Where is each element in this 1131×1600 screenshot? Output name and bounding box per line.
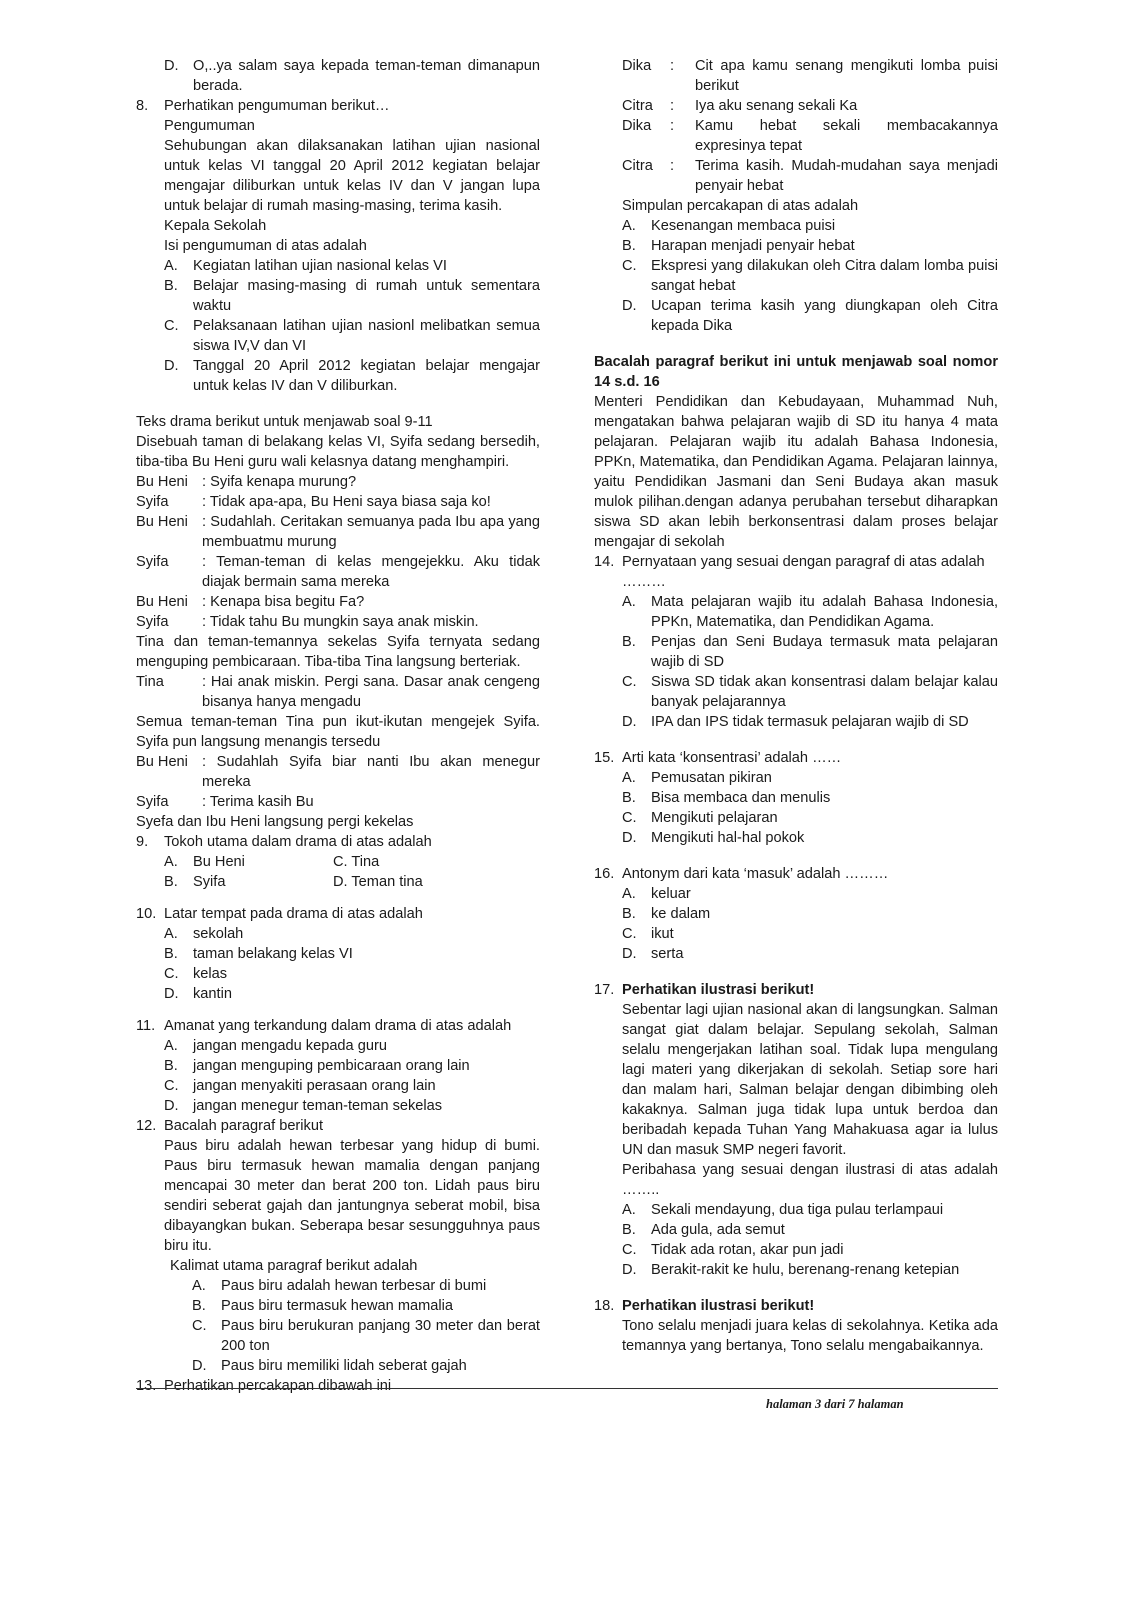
option-letter: B. bbox=[164, 1058, 178, 1074]
list-item bbox=[622, 256, 998, 296]
announcement-body: Sehubungan akan dilaksanakan latihan ujian nasional untuk kelas VI tanggal 20 April 2012 kegiatan belajar mengajar diliburkan untuk kelas IV dan V jangan lupa untuk belajar di rumah masing-masing, terima kasih. bbox=[164, 138, 540, 214]
option-text: Teman tina bbox=[351, 874, 423, 890]
illustration-body: Tono selalu menjadi juara kelas di sekolahnya. Ketika ada temannya yang bertanya, Tono selalu mengabaikannya. bbox=[622, 1318, 998, 1354]
line-text: : Hai anak miskin. Pergi sana. Dasar anak cengeng bisanya hanya mengadu bbox=[202, 674, 540, 710]
option-letter: B. bbox=[192, 1298, 206, 1314]
option-text: Syifa bbox=[193, 874, 226, 890]
question-text: Simpulan percakapan di atas adalah bbox=[622, 198, 859, 214]
list-item bbox=[164, 1036, 540, 1056]
option-letter: B. bbox=[622, 906, 636, 922]
list-item bbox=[622, 904, 998, 924]
option-letter: B. bbox=[622, 634, 636, 650]
question-14 bbox=[594, 552, 998, 592]
option-letter: C. bbox=[622, 1242, 637, 1258]
option-letter: C. bbox=[622, 810, 637, 826]
option-text: jangan menyakiti perasaan orang lain bbox=[193, 1078, 436, 1094]
option-text: Ada gula, ada semut bbox=[651, 1222, 785, 1238]
question-16 bbox=[594, 864, 998, 884]
option-text: sekolah bbox=[193, 926, 244, 942]
option-letter: D. bbox=[622, 830, 637, 846]
list-item bbox=[622, 944, 998, 964]
dialog-line bbox=[136, 752, 540, 792]
list-item bbox=[192, 1276, 540, 1296]
option-text: Bisa membaca dan menulis bbox=[651, 790, 831, 806]
option-text: taman belakang kelas VI bbox=[193, 946, 353, 962]
line-text: : Sudahlah. Ceritakan semuanya pada Ibu apa yang membuatmu murung bbox=[202, 514, 540, 550]
option-text: IPA dan IPS tidak termasuk pelajaran wajib di SD bbox=[651, 714, 969, 730]
drama-narration: Syefa dan Ibu Heni langsung pergi kekelas bbox=[136, 814, 414, 830]
option-text: Penjas dan Seni Budaya termasuk mata pelajaran wajib di SD bbox=[651, 634, 998, 670]
illustration-body: Sebentar lagi ujian nasional akan di langsungkan. Salman sangat giat dalam belajar. Sepulang sekolah, Salman selalu mengerjakan latihan soal. Tidak lupa mengulang lagi materi yang dikerjakan di sekolah. Setiap sore hari dan malam hari, Salman belajar dengan dibimbing oleh kakaknya. Salman juga tidak lupa untuk berdoa dan beribadah kepada Tuhan Yang Mahakuasa agar ia lulus UN dan masuk SMP negeri favorit. bbox=[622, 1002, 998, 1158]
option-text: kelas bbox=[193, 966, 228, 982]
line-text: : Tidak tahu Bu mungkin saya anak miskin. bbox=[202, 614, 479, 630]
colon: : bbox=[670, 58, 675, 74]
option-text: jangan mengadu kepada guru bbox=[193, 1038, 387, 1054]
q13-options bbox=[594, 216, 998, 336]
list-item bbox=[192, 1296, 540, 1316]
option-text: Paus biru adalah hewan terbesar di bumi bbox=[221, 1278, 487, 1294]
line-text: : Teman-teman di kelas mengejekku. Aku tidak diajak bermain sama mereka bbox=[202, 554, 540, 590]
question-number: 17. bbox=[594, 982, 615, 998]
list-item bbox=[164, 1096, 540, 1116]
question-11 bbox=[136, 1016, 540, 1036]
line-text: : Kenapa bisa begitu Fa? bbox=[202, 594, 365, 610]
question-number: 16. bbox=[594, 866, 615, 882]
option-letter: D. bbox=[622, 1262, 637, 1278]
drama-intro: Teks drama berikut untuk menjawab soal 9-11 bbox=[136, 414, 433, 430]
question-number: 9. bbox=[136, 834, 149, 850]
option-letter: A. bbox=[164, 926, 178, 942]
option-text: Mengikuti pelajaran bbox=[651, 810, 778, 826]
option-letter: C. bbox=[164, 318, 179, 334]
question-number: 18. bbox=[594, 1298, 615, 1314]
option-letter: B. bbox=[622, 238, 636, 254]
list-item bbox=[622, 672, 998, 712]
list-item bbox=[622, 1240, 998, 1260]
q8-options bbox=[136, 256, 540, 396]
q14-options bbox=[594, 592, 998, 732]
option-letter: B. bbox=[164, 278, 178, 294]
q12-options bbox=[136, 1276, 540, 1376]
line-text: Iya aku senang sekali Ka bbox=[695, 98, 858, 114]
speaker: Syifa bbox=[136, 494, 169, 510]
question-number: 13. bbox=[136, 1378, 157, 1394]
option-text: ikut bbox=[651, 926, 674, 942]
option-text: Tanggal 20 April 2012 kegiatan belajar mengajar untuk kelas IV dan V diliburkan. bbox=[193, 358, 540, 394]
dialog-line bbox=[594, 96, 998, 116]
question-text: Isi pengumuman di atas adalah bbox=[164, 238, 367, 254]
option-text: Kegiatan latihan ujian nasional kelas VI bbox=[193, 258, 447, 274]
passage-body: Menteri Pendidikan dan Kebudayaan, Muhammad Nuh, mengatakan bahwa pelajaran wajib di SD itu hanya 4 mata pelajaran. Pelajaran wajib itu adalah Bahasa Indonesia, PPKn, Matematika, dan Pendidikan Agama. Pelajaran lainnya, yaitu Pendidikan Jasmani dan Seni Budaya akan masuk mulok pilihan.dengan adanya perubahan tersebut diharapkan siswa SD akan lebih berkonsentrasi dalam proses belajar mengajar di sekolah bbox=[594, 394, 998, 550]
colon: : bbox=[670, 158, 675, 174]
question-prompt: Perhatikan pengumuman berikut… bbox=[164, 98, 390, 114]
page-footer: halaman 3 dari 7 halaman bbox=[766, 1397, 904, 1411]
question-number: 15. bbox=[594, 750, 615, 766]
option-letter: B. bbox=[622, 790, 636, 806]
option-letter: A. bbox=[164, 1038, 178, 1054]
question-text: Antonym dari kata ‘masuk’ adalah ……… bbox=[622, 866, 889, 882]
list-item bbox=[192, 1316, 540, 1356]
option-letter: A. bbox=[622, 218, 636, 234]
question-text: Arti kata ‘konsentrasi’ adalah …… bbox=[622, 750, 842, 766]
question-8 bbox=[136, 96, 540, 256]
option-letter: C. bbox=[622, 926, 637, 942]
line-text: : Tidak apa-apa, Bu Heni saya biasa saja ko! bbox=[202, 494, 491, 510]
question-18 bbox=[594, 1296, 998, 1356]
option-letter: B. bbox=[164, 874, 178, 890]
question-10 bbox=[136, 904, 540, 924]
speaker: Bu Heni bbox=[136, 474, 188, 490]
option-letter: D. bbox=[622, 946, 637, 962]
option-text: serta bbox=[651, 946, 684, 962]
list-item bbox=[164, 872, 333, 892]
line-text: Kamu hebat sekali membacakannya expresinya tepat bbox=[695, 118, 998, 154]
list-item bbox=[164, 256, 540, 276]
list-item bbox=[333, 872, 473, 892]
dialog-line bbox=[136, 792, 540, 812]
option-text: Tidak ada rotan, akar pun jadi bbox=[651, 1242, 844, 1258]
list-item bbox=[333, 852, 473, 872]
list-item bbox=[622, 884, 998, 904]
option-letter: A. bbox=[622, 886, 636, 902]
list-item bbox=[622, 924, 998, 944]
question-9 bbox=[136, 832, 540, 852]
option-letter: C. bbox=[164, 966, 179, 982]
list-item bbox=[622, 1200, 998, 1220]
question-text: Tokoh utama dalam drama di atas adalah bbox=[164, 834, 432, 850]
option-text: Mengikuti hal-hal pokok bbox=[651, 830, 805, 846]
option-text: jangan menegur teman-teman sekelas bbox=[193, 1098, 443, 1114]
option-letter: C. bbox=[192, 1318, 207, 1334]
speaker: Bu Heni bbox=[136, 754, 188, 770]
list-item bbox=[164, 1076, 540, 1096]
speaker: Dika bbox=[622, 58, 652, 74]
option-letter: D. bbox=[164, 58, 179, 74]
question-prompt: Perhatikan percakapan dibawah ini bbox=[164, 1378, 392, 1394]
option-text: Kesenangan membaca puisi bbox=[651, 218, 836, 234]
question-text: Peribahasa yang sesuai dengan ilustrasi di atas adalah …….. bbox=[622, 1162, 998, 1198]
question-17 bbox=[594, 980, 998, 1200]
right-column bbox=[594, 56, 998, 1356]
speaker: Dika bbox=[622, 118, 652, 134]
line-text: : Terima kasih Bu bbox=[202, 794, 314, 810]
list-item bbox=[622, 712, 998, 732]
list-item bbox=[164, 924, 540, 944]
list-item bbox=[164, 852, 333, 872]
question-text: Latar tempat pada drama di atas adalah bbox=[164, 906, 423, 922]
option-letter: D. bbox=[164, 986, 179, 1002]
list-item bbox=[164, 944, 540, 964]
dialog-line bbox=[136, 552, 540, 592]
list-item bbox=[622, 808, 998, 828]
speaker: Bu Heni bbox=[136, 514, 188, 530]
option-text: Ucapan terima kasih yang diungkapan oleh Citra kepada Dika bbox=[651, 298, 998, 334]
option-letter: B. bbox=[622, 1222, 636, 1238]
footer-divider bbox=[136, 1388, 998, 1389]
option-letter: C. bbox=[622, 674, 637, 690]
option-text: Belajar masing-masing di rumah untuk sementara waktu bbox=[193, 278, 540, 314]
line-text: : Syifa kenapa murung? bbox=[202, 474, 357, 490]
paragraph-body: Paus biru adalah hewan terbesar yang hidup di bumi. Paus biru termasuk hewan mamalia dengan panjang mencapai 30 meter dan berat 200 ton. Lidah paus biru sendiri seberat gajah dan jantungnya seberat mobil, bisa dibayangkan bukan. Seberapa besar sesungguhnya paus biru itu. bbox=[164, 1138, 540, 1254]
dialog-line bbox=[136, 472, 540, 492]
list-item bbox=[622, 828, 998, 848]
dialog-line bbox=[594, 116, 998, 156]
option-letter: D. bbox=[622, 298, 637, 314]
option-text: Tina bbox=[351, 854, 380, 870]
speaker: Citra bbox=[622, 158, 653, 174]
drama-setting: Disebuah taman di belakang kelas VI, Syifa sedang bersedih, tiba-tiba Bu Heni guru wali kelasnya datang menghampiri. bbox=[136, 434, 540, 470]
colon: : bbox=[670, 98, 675, 114]
list-item bbox=[622, 236, 998, 256]
option-letter: D. bbox=[333, 874, 348, 890]
option-text: Pemusatan pikiran bbox=[651, 770, 772, 786]
list-item bbox=[622, 216, 998, 236]
q15-options bbox=[594, 768, 998, 848]
list-item bbox=[622, 632, 998, 672]
option-text: Paus biru memiliki lidah seberat gajah bbox=[221, 1358, 467, 1374]
option-letter: D. bbox=[164, 1098, 179, 1114]
question-number: 10. bbox=[136, 906, 157, 922]
passage-title: Bacalah paragraf berikut ini untuk menjawab soal nomor 14 s.d. 16 bbox=[594, 354, 998, 390]
speaker: Syifa bbox=[136, 614, 169, 630]
speaker: Citra bbox=[622, 98, 653, 114]
option-text: Harapan menjadi penyair hebat bbox=[651, 238, 855, 254]
speaker: Tina bbox=[136, 674, 164, 690]
list-item bbox=[164, 984, 540, 1004]
question-prompt: Perhatikan ilustrasi berikut! bbox=[622, 1298, 815, 1314]
option-text: Mata pelajaran wajib itu adalah Bahasa Indonesia, PPKn, Matematika, dan Pendidikan Agama. bbox=[651, 594, 998, 630]
line-text: Cit apa kamu senang mengikuti lomba puisi berikut bbox=[695, 58, 998, 94]
q16-options bbox=[594, 884, 998, 964]
question-number: 11. bbox=[136, 1018, 156, 1034]
option-text: Siswa SD tidak akan konsentrasi dalam belajar kalau banyak pelajarannya bbox=[651, 674, 998, 710]
line-text: : Sudahlah Syifa biar nanti Ibu akan menegur mereka bbox=[202, 754, 540, 790]
option-text: Paus biru termasuk hewan mamalia bbox=[221, 1298, 453, 1314]
list-item bbox=[164, 316, 540, 356]
dialog-line bbox=[136, 492, 540, 512]
q9-options bbox=[136, 852, 540, 892]
question-13 bbox=[136, 1376, 540, 1396]
question-text: Kalimat utama paragraf berikut adalah bbox=[170, 1258, 418, 1274]
option-text: O,..ya salam saya kepada teman-teman dimanapun berada. bbox=[193, 58, 540, 94]
speaker: Syifa bbox=[136, 554, 169, 570]
option-letter: A. bbox=[622, 1202, 636, 1218]
q10-options bbox=[136, 924, 540, 1004]
option-letter: D. bbox=[164, 358, 179, 374]
speaker: Syifa bbox=[136, 794, 169, 810]
option-text: Paus biru berukuran panjang 30 meter dan berat 200 ton bbox=[221, 1318, 540, 1354]
list-item bbox=[192, 1356, 540, 1376]
list-item bbox=[164, 1056, 540, 1076]
option-letter: C. bbox=[164, 1078, 179, 1094]
option-text: Ekspresi yang dilakukan oleh Citra dalam lomba puisi sangat hebat bbox=[651, 258, 998, 294]
list-item bbox=[622, 296, 998, 336]
list-item bbox=[164, 356, 540, 396]
option-text: jangan menguping pembicaraan orang lain bbox=[193, 1058, 470, 1074]
drama-narration: Semua teman-teman Tina pun ikut-ikutan mengejek Syifa. Syifa pun langsung menangis tersedu bbox=[136, 714, 540, 750]
option-text: Bu Heni bbox=[193, 854, 245, 870]
option-text: Pelaksanaan latihan ujian nasionl melibatkan semua siswa IV,V dan VI bbox=[193, 318, 540, 354]
dialog-line bbox=[136, 592, 540, 612]
list-item bbox=[164, 964, 540, 984]
list-item bbox=[622, 592, 998, 632]
list-item bbox=[164, 276, 540, 316]
option-text: Berakit-rakit ke hulu, berenang-renang ketepian bbox=[651, 1262, 960, 1278]
colon: : bbox=[670, 118, 675, 134]
question-number: 12. bbox=[136, 1118, 157, 1134]
announcement-heading: Pengumuman bbox=[164, 118, 255, 134]
question-12 bbox=[136, 1116, 540, 1276]
left-column bbox=[136, 56, 540, 1396]
question-number: 14. bbox=[594, 554, 615, 570]
dialog-line bbox=[136, 672, 540, 712]
q13-dialog bbox=[594, 56, 998, 196]
dialog-line bbox=[594, 56, 998, 96]
speaker: Bu Heni bbox=[136, 594, 188, 610]
option-letter: D. bbox=[622, 714, 637, 730]
question-prompt: Bacalah paragraf berikut bbox=[164, 1118, 324, 1134]
option-letter: A. bbox=[164, 854, 178, 870]
drama-section bbox=[136, 412, 540, 832]
list-item bbox=[622, 788, 998, 808]
option-letter: A. bbox=[164, 258, 178, 274]
option-text: ke dalam bbox=[651, 906, 711, 922]
drama-narration: Tina dan teman-temannya sekelas Syifa ternyata sedang menguping pembicaraan. Tiba-tiba Tina langsung berteriak. bbox=[136, 634, 540, 670]
option-letter: C. bbox=[622, 258, 637, 274]
option-letter: D. bbox=[192, 1358, 207, 1374]
option-text: keluar bbox=[651, 886, 691, 902]
dialog-line bbox=[136, 512, 540, 552]
option-letter: A. bbox=[622, 594, 636, 610]
line-text: Terima kasih. Mudah-mudahan saya menjadi penyair hebat bbox=[695, 158, 998, 194]
announcement-sign: Kepala Sekolah bbox=[164, 218, 267, 234]
option-text: kantin bbox=[193, 986, 232, 1002]
dialog-line bbox=[136, 612, 540, 632]
dialog-line bbox=[594, 156, 998, 196]
question-text: Amanat yang terkandung dalam drama di atas adalah bbox=[164, 1018, 512, 1034]
list-item bbox=[622, 768, 998, 788]
question-number: 8. bbox=[136, 98, 149, 114]
list-item bbox=[622, 1260, 998, 1280]
question-text: Pernyataan yang sesuai dengan paragraf di atas adalah ……… bbox=[622, 554, 985, 590]
option-text: Sekali mendayung, dua tiga pulau terlampaui bbox=[651, 1202, 944, 1218]
option-letter: A. bbox=[622, 770, 636, 786]
q17-options bbox=[594, 1200, 998, 1280]
question-prompt: Perhatikan ilustrasi berikut! bbox=[622, 982, 815, 998]
question-15 bbox=[594, 748, 998, 768]
option-letter: A. bbox=[192, 1278, 206, 1294]
option-letter: C. bbox=[333, 854, 348, 870]
q7-option-d bbox=[136, 56, 540, 96]
list-item bbox=[622, 1220, 998, 1240]
q11-options bbox=[136, 1036, 540, 1116]
option-letter: B. bbox=[164, 946, 178, 962]
